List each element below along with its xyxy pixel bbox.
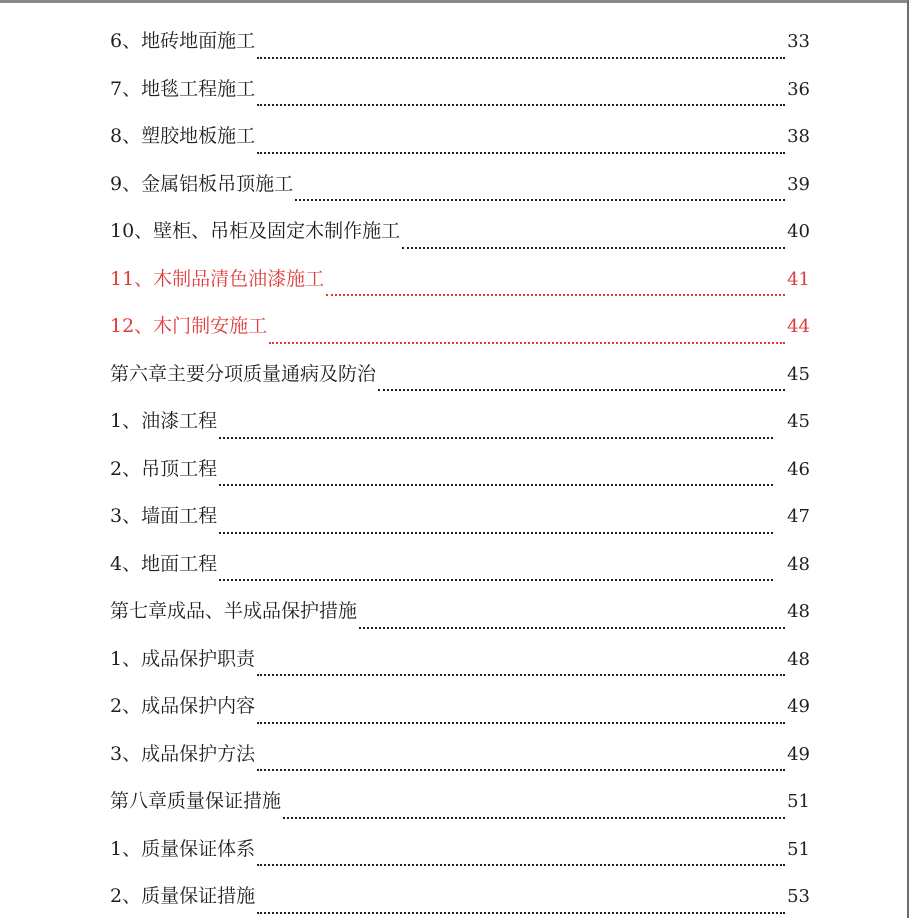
toc-leader-dots [295,199,785,201]
table-of-contents [110,18,810,918]
toc-leader-dots [359,627,785,629]
toc-entry-title: 3、成品保护方法 [110,742,256,765]
top-border [0,0,909,3]
toc-entry[interactable] [110,161,810,209]
toc-entry[interactable] [110,113,810,161]
toc-entry-page: 49 [787,743,810,765]
toc-leader-dots [257,152,785,154]
toc-entry-title: 3、墙面工程 [110,505,218,527]
toc-entry-page: 53 [787,886,810,907]
toc-entry-page: 33 [787,31,810,52]
toc-entry-page: 45 [787,363,810,385]
toc-entry-title: 8、塑胶地板施工 [110,125,256,147]
toc-entry[interactable] [110,66,810,114]
toc-entry-title: 第八章质量保证措施 [110,790,282,812]
toc-entry[interactable] [110,398,810,446]
toc-entry-page: 45 [787,411,810,432]
toc-entry-title: 2、成品保护内容 [110,695,256,717]
toc-leader-dots [257,57,785,59]
toc-entry[interactable] [110,778,810,826]
toc-leader-dots [257,674,785,676]
toc-entry-title: 第六章主要分项质量通病及防治 [110,362,377,385]
toc-leader-dots [257,912,785,914]
toc-entry-page: 47 [787,506,810,527]
toc-entry-page: 40 [787,221,810,242]
toc-entry[interactable] [110,588,810,636]
toc-entry-page: 36 [787,78,810,100]
toc-leader-dots [219,532,773,534]
toc-leader-dots [402,247,785,249]
toc-leader-dots [326,294,785,296]
toc-entry[interactable] [110,873,810,918]
toc-entry[interactable] [110,351,810,399]
toc-leader-dots [283,817,785,819]
toc-entry-title: 11、木制品清色油漆施工 [110,267,325,290]
toc-leader-dots [219,437,773,439]
toc-entry-title: 1、质量保证体系 [110,837,256,860]
toc-entry-page: 48 [787,553,810,575]
toc-entry-page: 51 [787,838,810,860]
toc-entry[interactable] [110,256,810,304]
toc-entry-title: 2、质量保证措施 [110,885,256,907]
toc-leader-dots [257,722,785,724]
toc-entry-page: 38 [787,126,810,147]
toc-entry-title: 12、木门制安施工 [110,315,268,337]
toc-entry-title: 7、地毯工程施工 [110,77,256,100]
toc-entry-title: 4、地面工程 [110,552,218,575]
toc-leader-dots [219,579,773,581]
toc-entry-page: 41 [787,268,810,290]
toc-entry-title: 10、壁柜、吊柜及固定木制作施工 [110,220,401,242]
toc-entry-page: 44 [787,316,810,337]
toc-entry[interactable] [110,208,810,256]
toc-entry-page: 39 [787,173,810,195]
toc-entry-title: 6、地砖地面施工 [110,30,256,52]
toc-entry[interactable] [110,826,810,874]
toc-entry[interactable] [110,683,810,731]
toc-entry[interactable] [110,18,810,66]
toc-entry-page: 51 [787,791,810,812]
toc-leader-dots [257,769,785,771]
toc-entry-page: 48 [787,648,810,670]
toc-entry[interactable] [110,541,810,589]
toc-leader-dots [257,864,785,866]
toc-leader-dots [378,389,785,391]
toc-entry[interactable] [110,731,810,779]
toc-entry-title: 1、油漆工程 [110,410,218,432]
toc-leader-dots [269,342,785,344]
toc-entry-page: 49 [787,696,810,717]
toc-entry-title: 9、金属铝板吊顶施工 [110,172,294,195]
toc-entry[interactable] [110,636,810,684]
toc-entry-title: 1、成品保护职责 [110,647,256,670]
toc-entry-title: 第七章成品、半成品保护措施 [110,600,358,622]
toc-entry[interactable] [110,303,810,351]
toc-entry-page: 46 [787,458,810,480]
toc-leader-dots [219,484,773,486]
toc-leader-dots [257,104,785,106]
toc-entry[interactable] [110,493,810,541]
toc-entry[interactable] [110,446,810,494]
toc-entry-title: 2、吊顶工程 [110,457,218,480]
toc-entry-page: 48 [787,601,810,622]
